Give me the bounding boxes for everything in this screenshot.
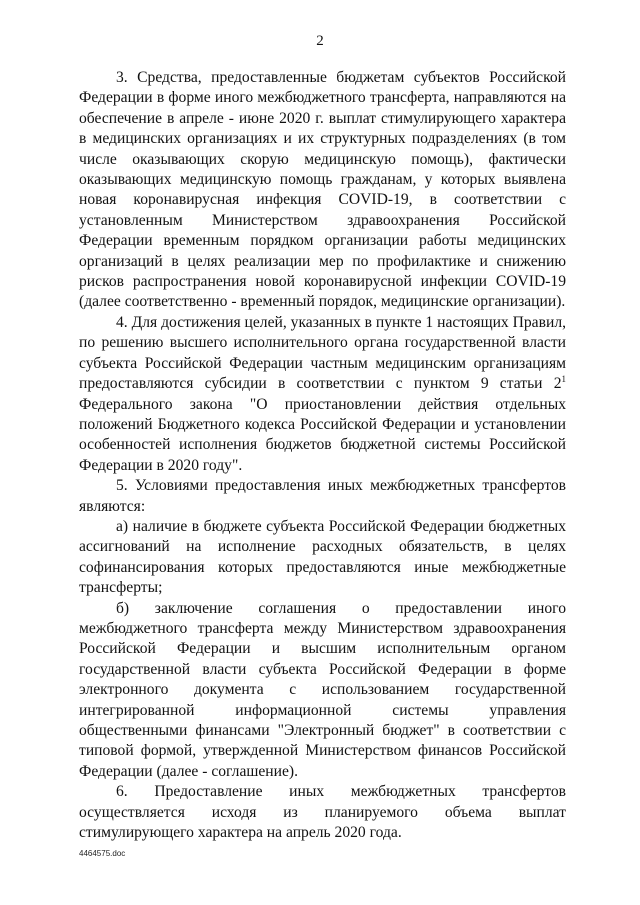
paragraph-5b: б) заключение соглашения о предоставлении иного межбюджетного трансферта между Министерством здравоохранения Российской Федерации и высшим исполнительным органом государственной власти субъекта Российской Федерации в форме электронного документа с использованием государственной интегрированной информационной системы управления общественными финансами "Электронный бюджет" в соответствии с типовой формой, утвержденной Министерством финансов Российской Федерации (далее - соглашение). — [79, 599, 566, 780]
superscript-article-number: 1 — [561, 374, 566, 385]
paragraph-4-text-end: Федерального закона "О приостановлении действия отдельных положений Бюджетного кодекса Российской Федерации и установлении особенностей исполнения бюджетов бюджетной системы Российской Федерации в 2020 году". — [79, 395, 566, 474]
paragraph-5: 5. Условиями предоставления иных межбюджетных трансфертов являются: — [79, 477, 566, 515]
page-number: 2 — [316, 33, 324, 49]
paragraph-3: 3. Средства, предоставленные бюджетам субъектов Российской Федерации в форме иного межбюджетного трансферта, направляются на обеспечение в апреле - июне 2020 г. выплат стимулирующего характера в медицинских организациях и их структурных подразделениях (в том числе оказывающих скорую медицинскую помощь), фактически оказывающих медицинскую помощь гражданам, у которых выявлена новая коронавирусная инфекция COVID-19, в соответствии с установленным Министерством здравоохранения Российской Федерации временным порядком организации работы медицинских организаций в целях реализации мер по профилактике и снижению рисков распространения новой коронавирусной инфекции COVID-19 (далее соответственно - временный порядок, медицинские организации). — [79, 69, 566, 311]
document-body — [79, 68, 566, 843]
paragraph-6: 6. Предоставление иных межбюджетных трансфертов осуществляется исходя из планируемого объема выплат стимулирующего характера на апрель 2020 года. — [79, 783, 566, 842]
paragraph-4-text-start: 4. Для достижения целей, указанных в пункте 1 настоящих Правил, по решению высшего исполнительного органа государственной власти субъекта Российской Федерации частным медицинским организациям предоставляются субсидии в соответствии с пунктом 9 статьи 2 — [79, 313, 566, 393]
paragraph-5a: а) наличие в бюджете субъекта Российской Федерации бюджетных ассигнований на исполнение расходных обязательств, в целях софинансирования которых предоставляются иные межбюджетные трансферты; — [79, 517, 566, 597]
document-file-code: 4464575.doc — [79, 849, 126, 858]
paragraph-4 — [79, 313, 566, 476]
